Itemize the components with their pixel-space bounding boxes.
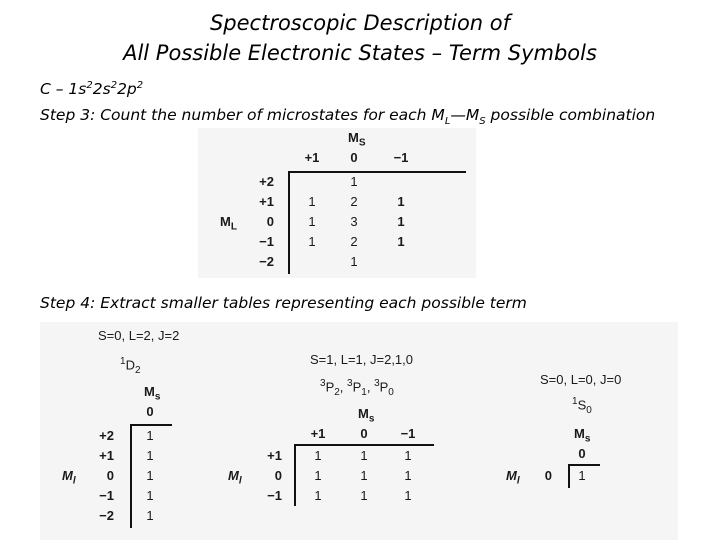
table-cell: 1 [360, 448, 368, 463]
table-cell: 2 [350, 234, 358, 249]
header-rule [290, 171, 466, 173]
table-cell: 1 [404, 448, 412, 463]
table-cell: 1 [308, 234, 316, 249]
row-header: −2 [99, 508, 114, 523]
table-cell: 1 [314, 448, 322, 463]
row-header: 0 [274, 468, 282, 483]
row-header: +1 [267, 448, 282, 463]
step-3-text: Step 3: Count the number of microstates for each $M_L—M_S$ possible combination [40, 106, 656, 128]
step-4-text: Step 4: Extract smaller tables representing each possible term [40, 294, 527, 312]
header-rule [570, 464, 600, 466]
header-rule [132, 424, 172, 426]
slide-title-line-1: Spectroscopic Description of [209, 11, 511, 35]
d-term-ms-header: $M_s$ [144, 384, 161, 403]
table-cell: 1 [146, 448, 154, 463]
table-cell: 1 [146, 508, 154, 523]
d-term-symbol: $^1D_2$ [120, 356, 141, 376]
s-term-ml-header: $M_l$ [506, 468, 520, 487]
p-term-symbols: $^3P_2$, $^3P_1$, $^3P_0$ [320, 378, 394, 398]
table-cell: 3 [350, 214, 358, 229]
table-cell: 1 [308, 214, 316, 229]
d-term-quantum-numbers: S=0, L=2, J=2 [98, 328, 180, 343]
column-header: 0 [578, 446, 586, 461]
p-term-ml-header: $M_l$ [228, 468, 242, 487]
p-term-quantum-numbers: S=1, L=1, J=2,1,0 [310, 352, 413, 367]
table-cell: 1 [314, 488, 322, 503]
slide-title-line-2: All Possible Electronic States – Term Symbols [123, 41, 597, 65]
row-header: 0 [266, 214, 274, 229]
p-term-ms-header: $M_s$ [358, 406, 375, 425]
header-rule [296, 444, 434, 446]
column-header: 0 [360, 426, 368, 441]
s-term-symbol: $^1S_0$ [572, 396, 592, 416]
table-cell: 1 [146, 428, 154, 443]
column-header: 0 [146, 404, 154, 419]
table-cell: 1 [350, 254, 358, 269]
d-term-ml-header: $M_l$ [62, 468, 76, 487]
row-header: +2 [99, 428, 114, 443]
ml-row-header: $M_L$ [220, 214, 237, 233]
column-header: +1 [310, 426, 326, 441]
table-cell: 1 [146, 468, 154, 483]
ms-column-header: $M_S$ [348, 130, 366, 149]
term-tables-panel [40, 322, 678, 540]
electron-configuration: C – $1s^22s^22p^2$ [40, 80, 144, 99]
row-header: +2 [259, 174, 274, 189]
s-term-quantum-numbers: S=0, L=0, J=0 [540, 372, 622, 387]
row-header: −1 [259, 234, 274, 249]
row-header: −2 [259, 254, 274, 269]
table-cell: 2 [350, 194, 358, 209]
table-cell: 1 [314, 468, 322, 483]
row-header: −1 [99, 488, 114, 503]
row-header: −1 [267, 488, 282, 503]
table-cell: 1 [397, 214, 405, 229]
column-header: +1 [304, 150, 320, 165]
row-axis-rule [294, 444, 296, 506]
row-header: 0 [544, 468, 552, 483]
microstate-table [198, 128, 476, 278]
s-term-ms-header: $M_s$ [574, 426, 591, 445]
row-header: +1 [99, 448, 114, 463]
table-cell: 1 [397, 194, 405, 209]
table-cell: 1 [146, 488, 154, 503]
table-cell: 1 [360, 488, 368, 503]
column-header: 0 [350, 150, 358, 165]
table-cell: 1 [404, 468, 412, 483]
row-header: 0 [106, 468, 114, 483]
table-cell: 1 [308, 194, 316, 209]
table-cell: 1 [397, 234, 405, 249]
table-cell: 1 [578, 468, 586, 483]
column-header: −1 [393, 150, 409, 165]
table-cell: 1 [350, 174, 358, 189]
row-axis-rule [288, 171, 290, 274]
table-cell: 1 [404, 488, 412, 503]
table-cell: 1 [360, 468, 368, 483]
column-header: −1 [400, 426, 416, 441]
row-header: +1 [259, 194, 274, 209]
